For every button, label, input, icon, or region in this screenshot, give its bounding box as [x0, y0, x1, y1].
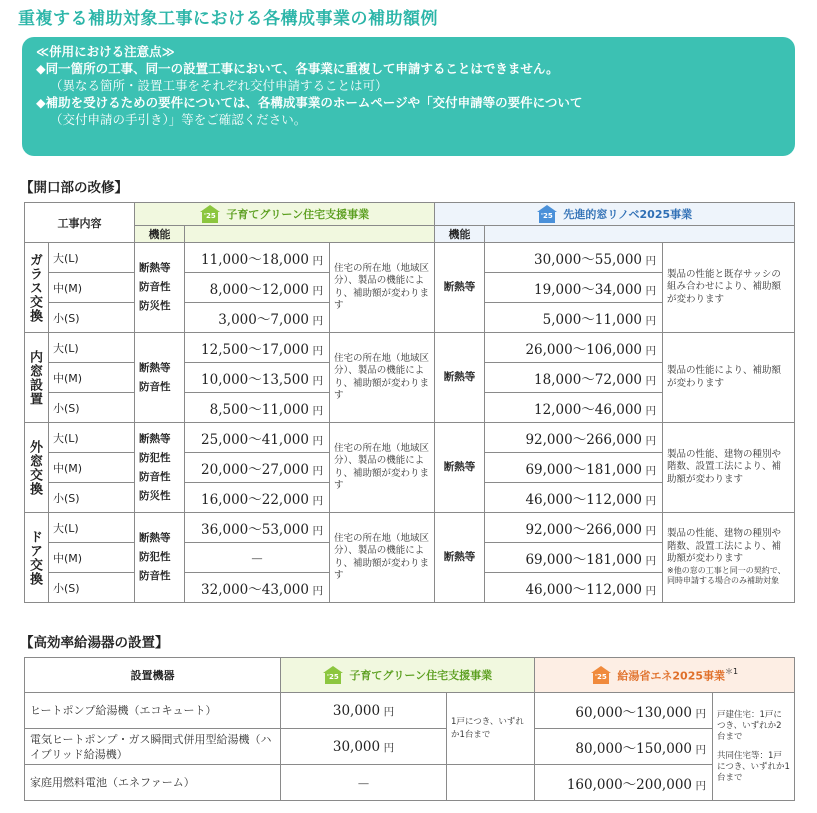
- unit-label: 円: [383, 741, 395, 754]
- table-row: [25, 423, 795, 453]
- amount-a: [281, 729, 447, 765]
- unit-label: 円: [645, 284, 657, 297]
- amount-a: [185, 363, 330, 393]
- unit-label: 円: [312, 344, 323, 357]
- amount-a-value: －: [250, 551, 264, 568]
- func-b-cell: 断熱等: [435, 333, 485, 423]
- size-label: 小(S): [49, 483, 135, 513]
- house-icon-green: '25: [323, 666, 343, 684]
- unit-label: 円: [312, 524, 323, 537]
- func-a-cell: [135, 423, 185, 513]
- unit-label: 円: [312, 434, 323, 447]
- unit-label: 円: [645, 404, 657, 417]
- amount-a-value: 30,000: [332, 702, 381, 719]
- func-a-item: 防音性: [139, 281, 171, 293]
- unit-label: 円: [312, 314, 323, 327]
- amount-a: [185, 543, 330, 573]
- note-b-text: 製品の性能と既存サッシの組み合わせにより、補助額が変わります: [667, 268, 782, 305]
- amount-b-value: 26,000～106,000: [525, 341, 643, 358]
- func-a-cell: [135, 333, 185, 423]
- amount-a: [185, 513, 330, 543]
- amount-a: [185, 393, 330, 423]
- amount-c: [535, 729, 713, 765]
- func-b-cell: 断熱等: [435, 513, 485, 603]
- section-heading-water-heater: 【高効率給湯器の設置】: [20, 635, 169, 651]
- func-a-item: 防音性: [139, 380, 171, 393]
- notice-line-1-sub: （異なる箇所・設置工事をそれぞれ交付申請することは可）: [50, 78, 388, 93]
- program-c-footnote: ＊1: [725, 666, 739, 676]
- heater-icon-orange: '25: [591, 666, 611, 684]
- unit-label: 円: [645, 584, 657, 597]
- amount-b-value: 30,000～55,000: [534, 251, 643, 268]
- unit-label: 円: [695, 779, 706, 792]
- amount-b: [485, 483, 663, 513]
- unit-label: 円: [645, 254, 657, 267]
- amount-a-value: 20,000～27,000: [201, 461, 309, 478]
- amount-b-value: 18,000～72,000: [534, 371, 643, 388]
- amount-b-value: 5,000～11,000: [542, 311, 643, 328]
- size-label: 小(S): [49, 573, 135, 603]
- amount-c-value: 60,000～130,000: [575, 704, 692, 721]
- amount-a-value: 25,000～41,000: [201, 431, 309, 448]
- size-label: 大(L): [49, 423, 135, 453]
- unit-label: 円: [312, 584, 323, 597]
- note-c-apartment: 共同住宅等：1戸につき、いずれか1台まで: [717, 750, 790, 783]
- amount-a-value: 8,500～11,000: [209, 401, 309, 418]
- empty-cell: [447, 765, 535, 801]
- amount-c-value: 160,000～200,000: [566, 776, 692, 793]
- size-label: 小(S): [49, 393, 135, 423]
- window-icon-blue: '25: [537, 205, 557, 223]
- unit-label: 円: [312, 404, 323, 417]
- note-b-extra: ※他の窓の工事と同一の契約で、同時申請する場合のみ補助対象: [667, 565, 786, 586]
- col-header-device: 設置機器: [25, 658, 281, 693]
- func-a-item: 防災性: [139, 300, 171, 312]
- program-b-header: [435, 203, 795, 226]
- note-a: 住宅の所在地（地域区分）、製品の機能により、補助額が変わります: [330, 513, 435, 603]
- device-name: 家庭用燃料電池（エネファーム）: [25, 765, 281, 801]
- amount-c: [535, 765, 713, 801]
- table-row: [25, 693, 795, 729]
- func-a-item: 断熱等: [139, 532, 171, 544]
- notice-line-1: ◆同一箇所の工事、同一の設置工事において、各事業に重複して申請することはできません。: [36, 61, 559, 76]
- amount-b-value: 92,000～266,000: [525, 431, 643, 448]
- amount-b-value: 12,000～46,000: [534, 401, 643, 418]
- unit-label: 円: [645, 524, 657, 537]
- table-row: [25, 243, 795, 273]
- amount-b: [485, 363, 663, 393]
- unit-label: 円: [312, 284, 323, 297]
- amount-a: [185, 573, 330, 603]
- note-a: 住宅の所在地（地域区分）、製品の機能により、補助額が変わります: [330, 333, 435, 423]
- amount-a: [185, 243, 330, 273]
- amount-c-value: 80,000～150,000: [575, 740, 692, 757]
- func-a-item: 断熱等: [139, 361, 171, 374]
- unit-label: 円: [645, 554, 657, 567]
- unit-label: 円: [645, 344, 657, 357]
- note-b-text: 製品の性能、建物の種別や階数、設置工法により、補助額が変わります: [667, 448, 782, 485]
- program-a-name: 子育てグリーン住宅支援事業: [226, 208, 370, 221]
- openings-table: [24, 202, 795, 603]
- amount-a-value: 36,000～53,000: [201, 521, 309, 538]
- program-a-header-2: [281, 658, 535, 693]
- unit-label: 円: [312, 374, 323, 387]
- section-heading-openings: 【開口部の改修】: [20, 180, 128, 196]
- col-header-work: 工事内容: [25, 203, 135, 243]
- note-c-detached: 戸建住宅：1戸につき、いずれか2台まで: [717, 709, 782, 742]
- amount-b: [485, 333, 663, 363]
- func-b-cell: 断熱等: [435, 423, 485, 513]
- amount-b: [485, 393, 663, 423]
- house-icon-green: '25: [200, 205, 220, 223]
- unit-label: 円: [383, 705, 395, 718]
- unit-label: 円: [645, 464, 657, 477]
- unit-label: 円: [695, 707, 706, 720]
- func-a-item: 防音性: [139, 570, 171, 582]
- program-c-header: [535, 658, 795, 693]
- func-a-cell: [135, 513, 185, 603]
- size-label: 中(M): [49, 453, 135, 483]
- amount-a-value: 12,500～17,000: [201, 341, 309, 358]
- func-a-item: 防犯性: [139, 451, 171, 464]
- amount-b: [485, 273, 663, 303]
- size-label: 中(M): [49, 273, 135, 303]
- size-label: 大(L): [49, 243, 135, 273]
- func-b-cell: 断熱等: [435, 243, 485, 333]
- amount-a-value: 11,000～18,000: [201, 251, 309, 268]
- size-label: 小(S): [49, 303, 135, 333]
- amount-b-value: 69,000～181,000: [525, 551, 643, 568]
- note-a: 住宅の所在地（地域区分）、製品の機能により、補助額が変わります: [330, 243, 435, 333]
- amount-b: [485, 453, 663, 483]
- device-name: ヒートポンプ給湯機（エコキュート）: [25, 693, 281, 729]
- amount-b: [485, 543, 663, 573]
- func-a-item: 断熱等: [139, 262, 171, 274]
- work-type-label: [25, 333, 49, 423]
- note-b: [663, 513, 795, 603]
- notice-line-2: ◆補助を受けるための要件については、各構成事業のホームページや「交付申請等の要件について: [36, 95, 583, 110]
- amount-a: [281, 765, 447, 801]
- amount-b: [485, 423, 663, 453]
- func-a-cell: [135, 243, 185, 333]
- note-b-text: 製品の性能により、補助額が変わります: [667, 365, 782, 389]
- amount-b-value: 19,000～34,000: [534, 281, 643, 298]
- amount-b: [485, 243, 663, 273]
- unit-label: 円: [312, 464, 323, 477]
- note-b: [663, 333, 795, 423]
- program-a-header: [135, 203, 435, 226]
- unit-label: 円: [645, 374, 657, 387]
- unit-label: 円: [645, 314, 657, 327]
- amount-a: [185, 423, 330, 453]
- amount-b-value: 46,000～112,000: [525, 581, 643, 598]
- col-header-func-b: 機能: [435, 226, 485, 243]
- amount-a: [185, 483, 330, 513]
- note-c: [713, 693, 795, 801]
- program-c-name: 給湯省エネ2025事業: [617, 669, 726, 683]
- amount-a-value: －: [356, 776, 371, 793]
- unit-label: 円: [312, 254, 323, 267]
- size-label: 大(L): [49, 513, 135, 543]
- notice-line-2-sub: （交付申請の手引き）」等をご確認ください。: [50, 112, 307, 127]
- device-name: 電気ヒートポンプ・ガス瞬間式併用型給湯機（ハイブリッド給湯機）: [25, 729, 281, 765]
- amount-b: [485, 513, 663, 543]
- table-row: [25, 765, 795, 801]
- notice-box: [22, 37, 795, 156]
- note-a: 住宅の所在地（地域区分）、製品の機能により、補助額が変わります: [330, 423, 435, 513]
- amount-b: [485, 303, 663, 333]
- amount-b: [485, 573, 663, 603]
- amount-a: [185, 303, 330, 333]
- work-type-text: 外窓交換: [27, 439, 42, 496]
- amount-b-value: 46,000～112,000: [525, 491, 643, 508]
- table-row: [25, 333, 795, 363]
- amount-a: [185, 453, 330, 483]
- amount-c: [535, 693, 713, 729]
- size-label: 中(M): [49, 543, 135, 573]
- note-b: [663, 243, 795, 333]
- table-row: [25, 729, 795, 765]
- program-b-name: 先進的窓リノベ2025事業: [563, 208, 693, 221]
- func-a-item: 防災性: [139, 489, 171, 502]
- amount-a-value: 8,000～12,000: [209, 281, 309, 298]
- amount-a: [185, 333, 330, 363]
- amount-a: [185, 273, 330, 303]
- func-a-item: 防犯性: [139, 551, 171, 563]
- func-a-item: 防音性: [139, 470, 171, 483]
- amount-a-value: 32,000～43,000: [201, 581, 309, 598]
- page-title: 重複する補助対象工事における各構成事業の補助額例: [18, 9, 438, 29]
- note-b: [663, 423, 795, 513]
- work-type-text: ドア交換: [27, 529, 42, 586]
- amount-a-value: 30,000: [332, 738, 381, 755]
- unit-label: 円: [695, 743, 706, 756]
- size-label: 大(L): [49, 333, 135, 363]
- amount-a: [281, 693, 447, 729]
- amount-a-value: 10,000～13,500: [201, 371, 309, 388]
- note-a: 1戸につき、いずれか1台まで: [447, 693, 535, 765]
- func-a-item: 断熱等: [139, 432, 171, 445]
- note-b-text: 製品の性能、建物の種別や階数、設置工法により、補助額が変わります: [667, 528, 782, 565]
- amount-a-value: 16,000～22,000: [201, 491, 309, 508]
- work-type-label: [25, 423, 49, 513]
- work-type-text: 内窓設置: [27, 349, 42, 406]
- amount-b-value: 92,000～266,000: [525, 521, 643, 538]
- size-label: 中(M): [49, 363, 135, 393]
- amount-b-value: 69,000～181,000: [525, 461, 643, 478]
- unit-label: 円: [645, 434, 657, 447]
- amount-a-value: 3,000～7,000: [218, 311, 309, 328]
- unit-label: 円: [312, 494, 323, 507]
- program-a-name-2: 子育てグリーン住宅支援事業: [349, 669, 493, 682]
- work-type-text: ガラス交換: [27, 252, 42, 323]
- work-type-label: [25, 243, 49, 333]
- col-header-func-a: 機能: [135, 226, 185, 243]
- notice-heading: ≪併用における注意点≫: [36, 44, 175, 59]
- work-type-label: [25, 513, 49, 603]
- table-row: [25, 513, 795, 543]
- water-heater-table: [24, 657, 795, 801]
- unit-label: 円: [645, 494, 657, 507]
